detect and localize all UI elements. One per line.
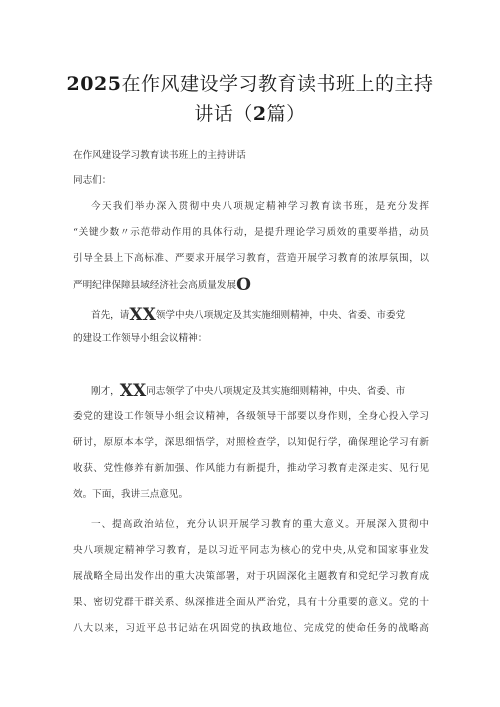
paragraph-3-line: 研讨，原原本本学，深思细悟学，对照检查学，以知促行学，确保理论学习有新 bbox=[73, 437, 429, 448]
placeholder-name: XX bbox=[129, 305, 156, 325]
paragraph-3-pre: 刚才， bbox=[91, 386, 120, 397]
paragraph-1-line: “关键少数〃示范带动作用的具体行动，是提升理论学习质效的重要举措，动员 bbox=[73, 227, 429, 238]
paragraph-4-line: 央八项规定精神学习教育，是以习近平同志为核心的党中央,从党和国家事业发 bbox=[73, 545, 429, 556]
paragraph-3-line: 效。下面，我讲三点意见。 bbox=[73, 489, 189, 500]
paragraph-1-line bbox=[73, 275, 251, 295]
paragraph-1-end-mark: O bbox=[236, 275, 251, 295]
paragraph-1-line: 今天我们举办深入贯彻中央八项规定精神学习教育读书班，是充分发挥 bbox=[91, 201, 429, 212]
title-text: 在作风建设学习教育读书班上的主持 bbox=[121, 73, 434, 95]
subtitle: 在作风建设学习教育读书班上的主持讲话 bbox=[73, 150, 246, 161]
paragraph-1-line: 引导全县上下高标准、严要求开展学习教育，营造开展学习教育的浓厚氛围，以 bbox=[73, 253, 429, 264]
salutation: 同志们： bbox=[73, 175, 112, 186]
title-year: 2025 bbox=[66, 73, 122, 95]
paragraph-2-line: 的建设工作领导小组会议精神： bbox=[73, 333, 208, 344]
paragraph-2-line bbox=[91, 305, 406, 325]
placeholder-name: XX bbox=[119, 381, 147, 401]
paragraph-3-line: 收获、党性修养有新加强、作风能力有新提升，推动学习教育走深走实、见行见 bbox=[73, 463, 429, 474]
paragraph-4-line: 一、提高政治站位，充分认识开展学习教育的重大意义。开展深入贯彻中 bbox=[91, 519, 429, 530]
paragraph-4-line: 八大以来，习近平总书记站在巩固党的执政地位、完成党的使命任务的战略高 bbox=[73, 623, 429, 634]
paragraph-4-line: 展战略全局出发作出的重大决策部署，对于巩固深化主题教育和党纪学习教育成 bbox=[73, 571, 429, 582]
paragraph-3-line bbox=[91, 381, 406, 401]
paragraph-1-text: 严明纪律保障县域经济社会高质量发展 bbox=[73, 280, 237, 291]
document-title-line-1 bbox=[0, 70, 500, 98]
paragraph-3-post: 同志领学了中央八项规定及其实施细则精神，中央、省委、市 bbox=[146, 386, 406, 397]
paragraph-2-pre: 首先，请 bbox=[91, 310, 130, 321]
document-title-line-2 bbox=[0, 100, 500, 128]
paragraph-2-post: 领学中央八项规定及其实施细则精神，中央、省委、市委党 bbox=[155, 310, 406, 321]
paragraph-3-line: 委党的建设工作领导小组会议精神，各级领导干部要以身作则，全身心投入学习 bbox=[73, 411, 429, 422]
paragraph-4-line: 果、密切党群干群关系、纵深推进全面从严治党，具有十分重要的意义。党的十 bbox=[73, 597, 429, 608]
title-tail: 篇） bbox=[266, 103, 306, 125]
title-count: 2 bbox=[252, 103, 267, 125]
title-text-2: 讲话（ bbox=[194, 103, 253, 125]
